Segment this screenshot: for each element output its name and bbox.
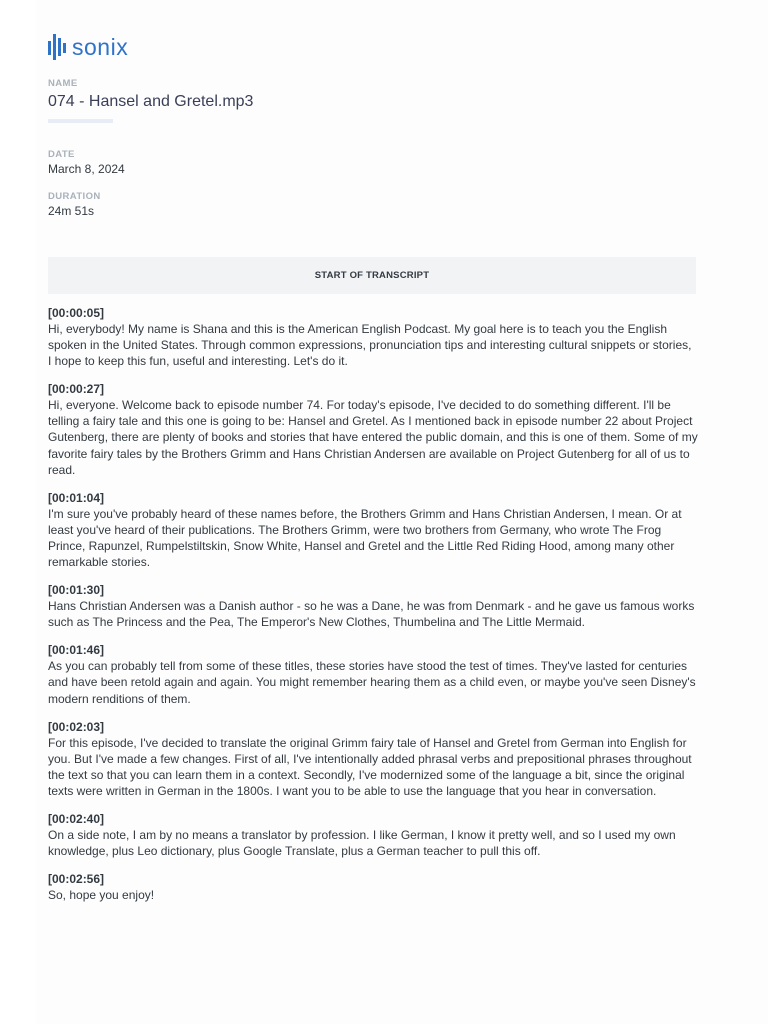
timestamp: [00:01:30]	[48, 583, 105, 598]
file-name: 074 - Hansel and Gretel.mp3	[48, 93, 254, 110]
segment-text: Hi, everybody! My name is Shana and this is the American English Podcast. My goal here is to teach you the English spoken in the United States. Through common expressions, pronunciation tips and interesting cultural snippets or stories, I hope to keep this fun, useful and interesting. Let's do it.	[48, 322, 692, 369]
transcript-segment	[48, 642, 698, 706]
segment-text: I'm sure you've probably heard of these names before, the Brothers Grimm and Hans Christian Andersen, I mean. Or at least you've heard of their publications. The Brothers Grimm, were two brothers from Germany, who wrote The Frog Prince, Rapunzel, Rumpelstiltskin, Snow White, Hansel and Gretel and the Little Red Riding Hood, among many other remarkable stories.	[48, 506, 682, 570]
segment-text: On a side note, I am by no means a translator by profession. I like German, I know it pretty well, and so I used my own knowledge, plus Leo dictionary, plus Google Translate, plus a German teacher to pull this off.	[48, 827, 676, 859]
timestamp: [00:01:46]	[48, 643, 105, 658]
segment-text: Hi, everyone. Welcome back to episode number 74. For today's episode, I've decided to do something different. I'll be telling a fairy tale and this one is going to be: Hansel and Gretel. As I mentioned back in episode number 22 about Project Gutenberg, there are plenty of books and stories that have entered the public domain, and this is one of them. Some of my favorite fairy tales by the Brothers Grimm and Hans Christian Andersen are available on Project Gutenberg for all of us to read.	[48, 398, 698, 477]
date-label: DATE	[48, 149, 75, 160]
timestamp: [00:02:40]	[48, 811, 105, 826]
transcript-segment	[48, 582, 698, 630]
segment-text: As you can probably tell from some of these titles, these stories have stood the test of times. They've lasted for centuries and have been retold again and again. You might remember hearing them as a child even, or maybe you've seen Disney's modern renditions of them.	[48, 659, 696, 706]
timestamp: [00:02:03]	[48, 719, 105, 734]
timestamp: [00:00:05]	[48, 306, 105, 320]
transcript-start-banner: START OF TRANSCRIPT	[48, 257, 696, 294]
timestamp: [00:00:27]	[48, 382, 105, 397]
sonix-logo	[48, 34, 128, 60]
transcript-segment	[48, 871, 698, 903]
timestamp: [00:02:56]	[48, 872, 105, 887]
transcript-segment	[48, 490, 698, 570]
segment-text: For this episode, I've decided to translate the original Grimm fairy tale of Hansel and Gretel from German into English for you. But I've made a few changes. First of all, I've intentionally added phrasal verbs and prepositional phrases throughout the text so that you can learn them in a context. Secondly, I've modernized some of the language a bit, since the original texts were written in German in the 1800s. I want you to be able to use the language that you hear in conversation.	[48, 735, 692, 798]
date-value: March 8, 2024	[48, 162, 125, 176]
timestamp: [00:01:04]	[48, 490, 105, 505]
transcript-segment	[48, 381, 698, 477]
transcript-segment	[48, 719, 698, 799]
duration-value: 24m 51s	[48, 204, 95, 218]
transcript-segment	[48, 811, 698, 859]
segment-text: Hans Christian Andersen was a Danish author - so he was a Dane, he was from Denmark - and he gave us famous works such as The Princess and the Pea, The Emperor's New Clothes, Thumbelina and The Little Mermaid.	[48, 599, 695, 630]
name-underline	[48, 119, 113, 123]
transcript-segment	[48, 305, 698, 369]
brand-name: sonix	[72, 34, 129, 60]
transcript	[48, 305, 698, 915]
duration-label: DURATION	[48, 191, 101, 202]
name-label: NAME	[48, 78, 78, 89]
sonix-logo-icon	[48, 34, 66, 60]
segment-text: So, hope you enjoy!	[48, 888, 155, 903]
